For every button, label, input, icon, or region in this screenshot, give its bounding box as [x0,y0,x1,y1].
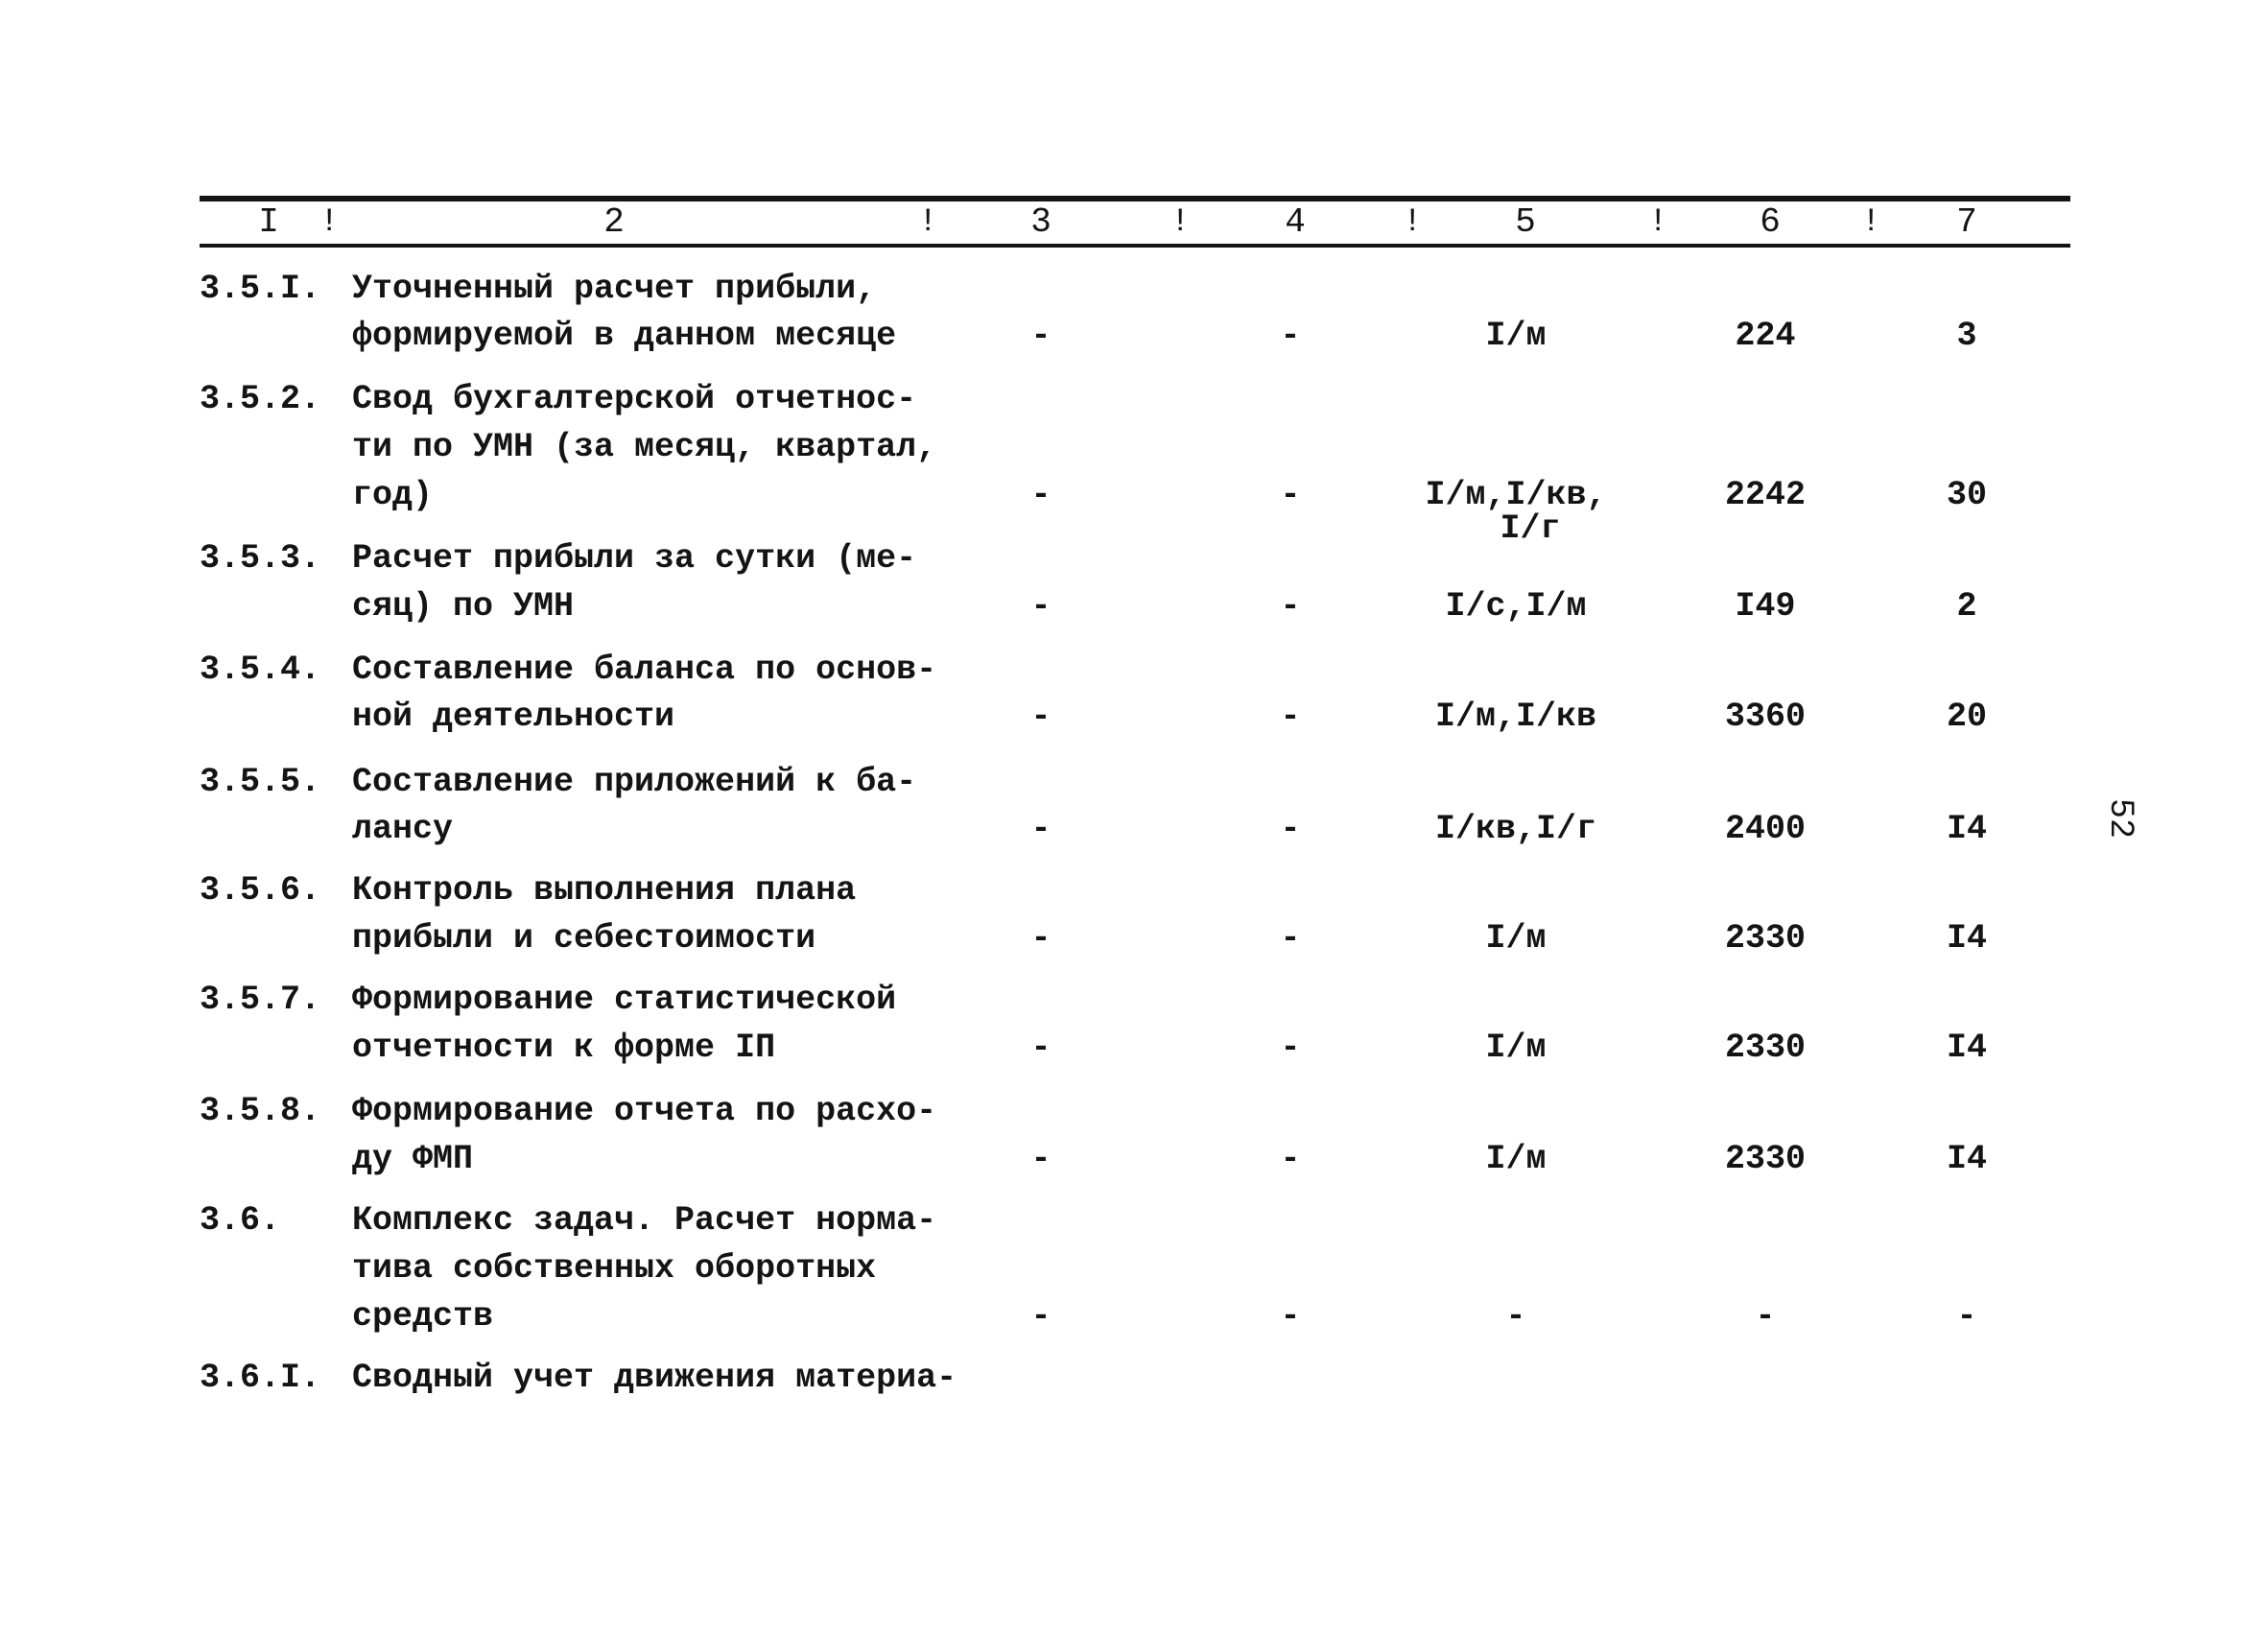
row-col7: I4 [1946,919,1987,958]
row-col4: - [1280,1297,1301,1336]
table-top-rule [200,196,2070,201]
row-col3: - [1030,810,1051,848]
row-col5: I/кв,I/г [1434,810,1597,848]
col-header-3: 3 [1030,202,1051,242]
row-number: 3.5.5. [200,763,321,801]
row-col3: - [1030,919,1051,958]
col-separator: ! [1403,204,1423,241]
row-col5: I/с,I/м [1445,587,1587,626]
row-description-line: Формирование отчета по расхо- [352,1092,937,1130]
row-col3: - [1030,1140,1051,1178]
row-number: 3.6. [200,1201,281,1240]
col-header-5: 5 [1515,202,1536,242]
col-header-6: 6 [1760,202,1781,242]
row-col4: - [1280,317,1301,355]
row-col4: - [1280,1140,1301,1178]
col-header-2: 2 [603,202,625,242]
row-col6: 3360 [1724,698,1806,736]
row-col3: - [1030,587,1051,626]
col-separator: ! [1861,204,1881,241]
row-col3: - [1030,476,1051,514]
row-number: 3.5.2. [200,380,321,418]
row-col5: I/м [1485,1140,1547,1178]
col-separator: ! [1170,204,1191,241]
row-number: 3.5.8. [200,1092,321,1130]
row-col3: - [1030,698,1051,736]
row-col3: - [1030,1297,1051,1336]
row-col5: I/м [1485,919,1547,958]
page-number: 52 [2101,797,2139,839]
row-number: 3.5.I. [200,270,321,308]
row-col7: 30 [1946,476,1987,514]
row-col4: - [1280,587,1301,626]
col-header-4: 4 [1285,202,1306,242]
row-description-line: Контроль выполнения плана [352,871,857,910]
row-description-line: прибыли и себестоимости [352,919,816,958]
row-description-line: отчетности к форме IП [352,1029,776,1067]
row-col3: - [1030,1029,1051,1067]
row-number: 3.6.I. [200,1359,321,1397]
row-col5: I/м,I/кв [1434,698,1597,736]
row-col7: 2 [1956,587,1977,626]
row-description-line: ной деятельности [352,698,675,736]
row-col5: I/м [1485,317,1547,355]
row-col5: - [1505,1297,1526,1336]
row-col7: - [1956,1297,1977,1336]
header-underline-rule [200,244,2070,248]
row-col6: 2242 [1724,476,1806,514]
row-number: 3.5.6. [200,871,321,910]
row-description-line: тива собственных оборотных [352,1249,877,1288]
col-separator: ! [319,204,340,241]
row-number: 3.5.4. [200,651,321,689]
row-number: 3.5.7. [200,981,321,1019]
row-description-line: формируемой в данном месяце [352,317,897,355]
row-description-line: сяц) по УМН [352,587,575,626]
row-col5-continuation: I/г [1500,509,1561,548]
row-col6: I49 [1735,587,1796,626]
row-col5: I/м [1485,1029,1547,1067]
row-description-line: лансу [352,810,454,848]
row-col7: I4 [1946,1029,1987,1067]
row-description-line: Составление приложений к ба- [352,763,917,801]
row-description-line: средств [352,1297,494,1336]
row-col6: - [1755,1297,1776,1336]
row-col6: 224 [1735,317,1796,355]
row-description-line: Расчет прибыли за сутки (ме- [352,539,917,578]
row-description-line: год) [352,476,434,514]
row-description-line: Сводный учет движения материа- [352,1359,957,1397]
row-col4: - [1280,810,1301,848]
row-col7: I4 [1946,1140,1987,1178]
row-col7: 3 [1956,317,1977,355]
row-description-line: Свод бухгалтерской отчетнос- [352,380,917,418]
row-description-line: Комплекс задач. Расчет норма- [352,1201,937,1240]
row-col4: - [1280,919,1301,958]
row-col6: 2400 [1724,810,1806,848]
row-description-line: ти по УМН (за месяц, квартал, [352,428,937,466]
col-header-1: I [258,202,279,242]
row-description-line: Формирование статистической [352,981,897,1019]
row-col6: 2330 [1724,1029,1806,1067]
row-description-line: Составление баланса по основ- [352,651,937,689]
row-col4: - [1280,476,1301,514]
row-col6: 2330 [1724,919,1806,958]
col-separator: ! [918,204,938,241]
row-col7: I4 [1946,810,1987,848]
row-col6: 2330 [1724,1140,1806,1178]
col-header-7: 7 [1956,202,1977,242]
row-description-line: Уточненный расчет прибыли, [352,270,877,308]
row-description-line: ду ФМП [352,1140,474,1178]
row-col4: - [1280,698,1301,736]
row-col7: 20 [1946,698,1987,736]
row-col4: - [1280,1029,1301,1067]
col-separator: ! [1648,204,1668,241]
row-col5: I/м,I/кв, [1425,476,1607,514]
row-number: 3.5.3. [200,539,321,578]
row-col3: - [1030,317,1051,355]
